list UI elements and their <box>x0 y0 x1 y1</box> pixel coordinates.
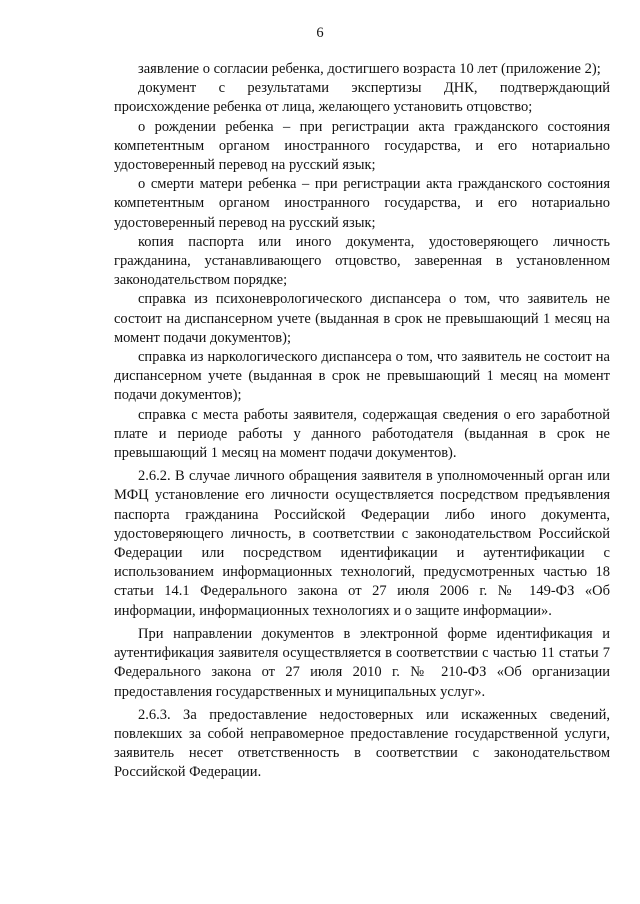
paragraph-mother-death-foreign: о смерти матери ребенка – при регистрации акта гражданского состояния компетентным органом иностранного государства, и его нотариально удостоверенный перевод на русский язык; <box>114 176 610 231</box>
paragraph-birth-foreign: о рождении ребенка – при регистрации акта гражданского состояния компетентным органом иностранного государства, и его нотариально удостоверенный перевод на русский язык; <box>114 118 610 174</box>
document-body <box>114 60 610 783</box>
paragraph-electronic-identification: При направлении документов в электронной форме идентификация и аутентификация заявителя осуществляется в соответствии с частью 11 статьи 7 Федерального закона от 27 июля 2010 г. № 210-ФЗ «Об организации предоставления государственных и муниципальных услуг». <box>114 625 610 700</box>
paragraph-child-consent: заявление о согласии ребенка, достигшего возраста 10 лет (приложение 2); <box>138 61 601 77</box>
paragraph-dna-expertise: документ с результатами экспертизы ДНК, подтверждающий происхождение ребенка от лица, желающего установить отцовство; <box>114 80 610 116</box>
paragraph-employment-certificate: справка с места работы заявителя, содержащая сведения о его заработной плате и периоде работы у данного работодателя (выданная в срок не превышающий 1 месяц на момент подачи документов). <box>114 406 610 462</box>
paragraph-narcological-certificate: справка из наркологического диспансера о том, что заявитель не состоит на диспансерном учете (выданная в срок не превышающий 1 месяц на момент подачи документов); <box>114 349 610 404</box>
paragraph-psychoneurological-certificate: справка из психоневрологического диспансера о том, что заявитель не состоит на диспансерном учете (выданная в срок не превышающий 1 месяц на момент подачи документов); <box>114 291 610 346</box>
paragraph-passport-copy: копия паспорта или иного документа, удостоверяющего личность гражданина, устанавливающего отцовство, заверенная в установленном законодательством порядке; <box>114 233 610 289</box>
paragraph-2-6-2: 2.6.2. В случае личного обращения заявителя в уполномоченный орган или МФЦ установление его личности осуществляется посредством предъявления паспорта гражданина Российской Федерации либо иного документа, удостоверяющего личность, в соответствии с законодательством Российской Федерации или посредством идентификации и аутентификации с использованием информационных технологий, предусмотренных частью 18 статьи 14.1 Федерального закона от 27 июля 2006 г. № 149-ФЗ «Об информации, информационных технологиях и о защите информации». <box>114 468 610 619</box>
page-number: 6 <box>316 25 324 41</box>
paragraph-2-6-3: 2.6.3. За предоставление недостоверных или искаженных сведений, повлекших за собой неправомерное предоставление государственной услуги, заявитель несет ответственность в соответствии с законодательством Российской Федерации. <box>114 706 610 781</box>
